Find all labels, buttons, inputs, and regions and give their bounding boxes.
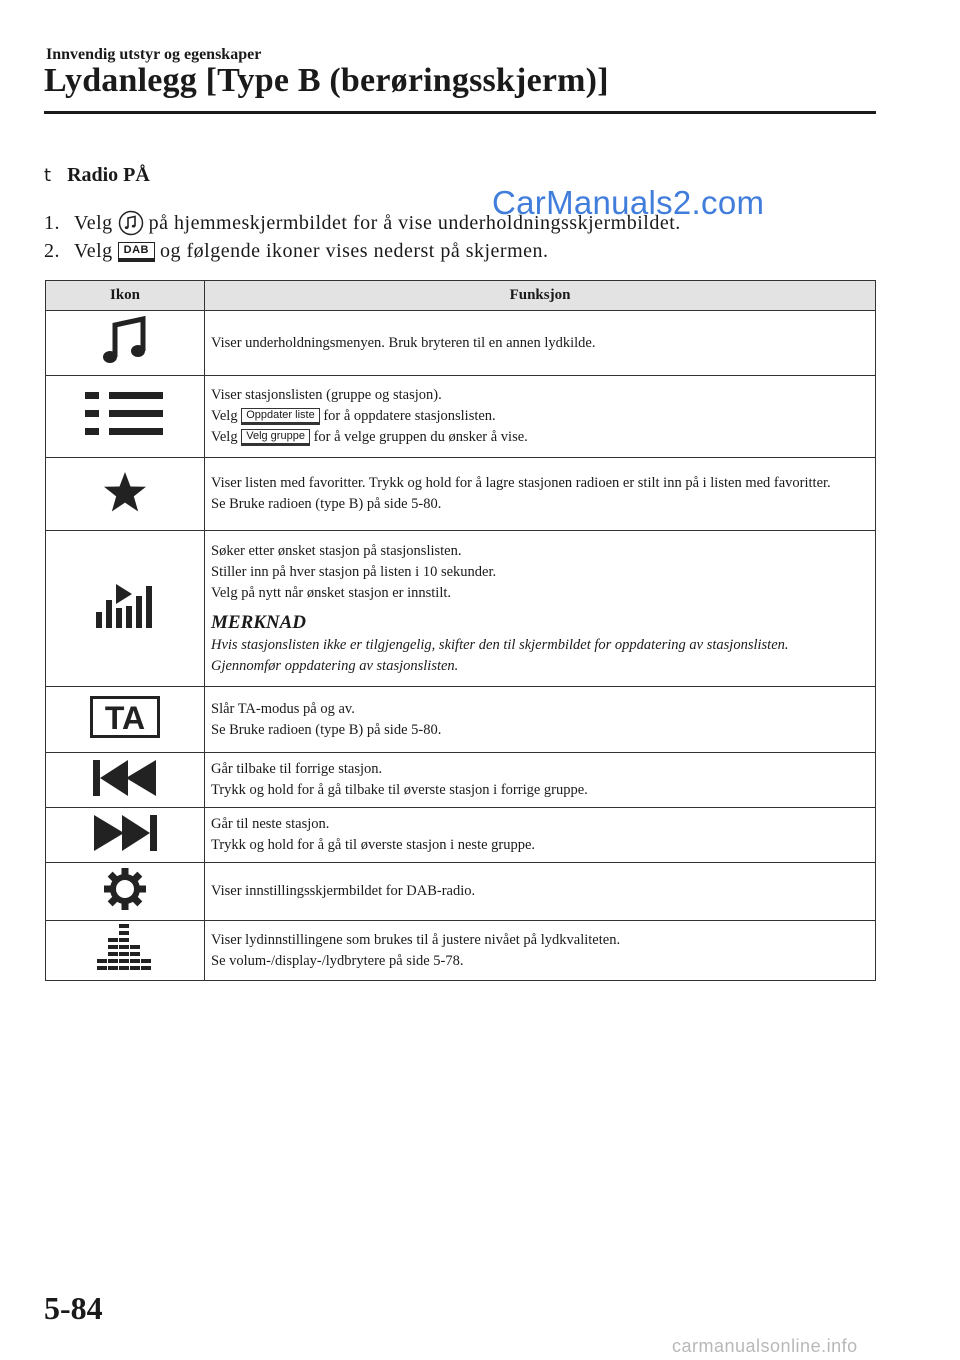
function-cell (205, 687, 876, 753)
table-row (46, 376, 876, 458)
dab-button[interactable]: DAB (118, 242, 155, 262)
function-cell (205, 311, 876, 376)
function-text: Viser underholdningsmenyen. Bruk bryteren til en annen lydkilde. (211, 334, 596, 351)
gear-icon (103, 898, 147, 915)
function-text: Velg på nytt når ønsket stasjon er innstilt. (211, 584, 452, 601)
table-header-row (46, 281, 876, 311)
function-cell (205, 753, 876, 808)
icon-cell (46, 311, 205, 376)
function-text: Søker etter ønsket stasjon på stasjonslisten. (211, 542, 462, 559)
step-2 (44, 240, 549, 263)
step-text-post: på hjemmeskjermbildet for å vise underholdningsskjermbildet. (148, 211, 681, 234)
function-text: Går til neste stasjon. (211, 816, 330, 832)
note-text: Gjennomfør oppdatering av stasjonslisten. (211, 657, 459, 674)
music-home-icon (118, 210, 144, 236)
function-cell (205, 863, 876, 921)
function-text (211, 406, 867, 427)
function-cell (205, 531, 876, 687)
function-text (211, 427, 867, 448)
icon-function-table (45, 280, 876, 981)
icon-cell (46, 376, 205, 458)
text-pre: Velg (211, 408, 238, 424)
text-post: for å oppdatere stasjonslisten. (323, 408, 496, 424)
function-text: Viser lydinnstillingene som brukes til å justere nivået på lydkvaliteten. (211, 931, 621, 948)
text-pre: Velg (211, 429, 238, 445)
function-cell (205, 458, 876, 531)
heading-bullet: t (44, 165, 52, 186)
scan-icon (96, 617, 154, 634)
step-number: 2. (44, 240, 60, 262)
table-row (46, 753, 876, 808)
icon-cell (46, 863, 205, 921)
table-row (46, 863, 876, 921)
equalizer-icon (97, 959, 153, 976)
title-divider (44, 111, 876, 114)
function-cell (205, 376, 876, 458)
text-post: for å velge gruppen du ønsker å vise. (313, 429, 528, 445)
column-header-icon: Ikon (46, 281, 205, 311)
icon-cell (46, 531, 205, 687)
table-row (46, 311, 876, 376)
step-1 (44, 210, 681, 236)
heading-text: Radio PÅ (67, 164, 150, 186)
page-number: 5-84 (44, 1290, 103, 1326)
previous-track-icon (93, 784, 157, 801)
step-text-pre: Velg (74, 240, 113, 262)
list-icon (85, 425, 165, 442)
watermark: CarManuals2.com (492, 184, 765, 221)
table-row (46, 531, 876, 687)
function-text: Se volum-/display-/lydbrytere på side 5-78. (211, 952, 464, 969)
note-text: Hvis stasjonslisten ikke er tilgjengelig, skifter den til skjermbildet for oppdatering av stasjonslisten. (211, 636, 789, 653)
table-row (46, 808, 876, 863)
function-text: Trykk og hold for å gå tilbake til øverste stasjon i forrige gruppe. (211, 782, 588, 798)
page-title: Lydanlegg [Type B (berøringsskjerm)] (44, 62, 609, 99)
function-cell (205, 808, 876, 863)
update-list-button[interactable]: Oppdater liste (241, 408, 319, 425)
step-number: 1. (44, 211, 60, 234)
table-row (46, 458, 876, 531)
function-text: Viser innstillingsskjermbildet for DAB-radio. (211, 883, 476, 899)
note-title: MERKNAD (211, 611, 307, 633)
select-group-button[interactable]: Velg gruppe (241, 429, 310, 446)
table-row (46, 687, 876, 753)
function-text: Se Bruke radioen (type B) på side 5-80. (211, 496, 442, 512)
ta-icon (90, 700, 160, 742)
function-text: Stiller inn på hver stasjon på listen i 10 sekunder. (211, 563, 497, 580)
column-header-function: Funksjon (205, 281, 876, 311)
icon-cell (46, 458, 205, 531)
function-text: Trykk og hold for å gå til øverste stasjon i neste gruppe. (211, 837, 536, 853)
step-text-pre: Velg (74, 211, 113, 234)
function-cell (205, 921, 876, 981)
icon-cell (46, 687, 205, 753)
icon-cell (46, 808, 205, 863)
icon-cell (46, 753, 205, 808)
next-track-icon (93, 839, 157, 856)
footer-watermark: carmanualsonline.info (672, 1336, 858, 1356)
table-row (46, 921, 876, 981)
function-text: Viser stasjonslisten (gruppe og stasjon). (211, 387, 442, 403)
section-label: Innvendig utstyr og egenskaper (46, 46, 262, 63)
music-note-icon (99, 354, 151, 371)
function-text: Se Bruke radioen (type B) på side 5-80. (211, 721, 442, 738)
step-text-post: og følgende ikoner vises nederst på skjermen. (160, 240, 549, 262)
star-icon (103, 500, 147, 517)
ta-icon-label: TA (104, 700, 146, 736)
function-text: Går tilbake til forrige stasjon. (211, 761, 383, 777)
function-text: Viser listen med favoritter. Trykk og hold for å lagre stasjonen radioen er stilt inn på i listen med favoritter. (211, 475, 831, 491)
function-text: Slår TA-modus på og av. (211, 700, 355, 717)
subsection-heading (44, 164, 150, 187)
icon-cell (46, 921, 205, 981)
